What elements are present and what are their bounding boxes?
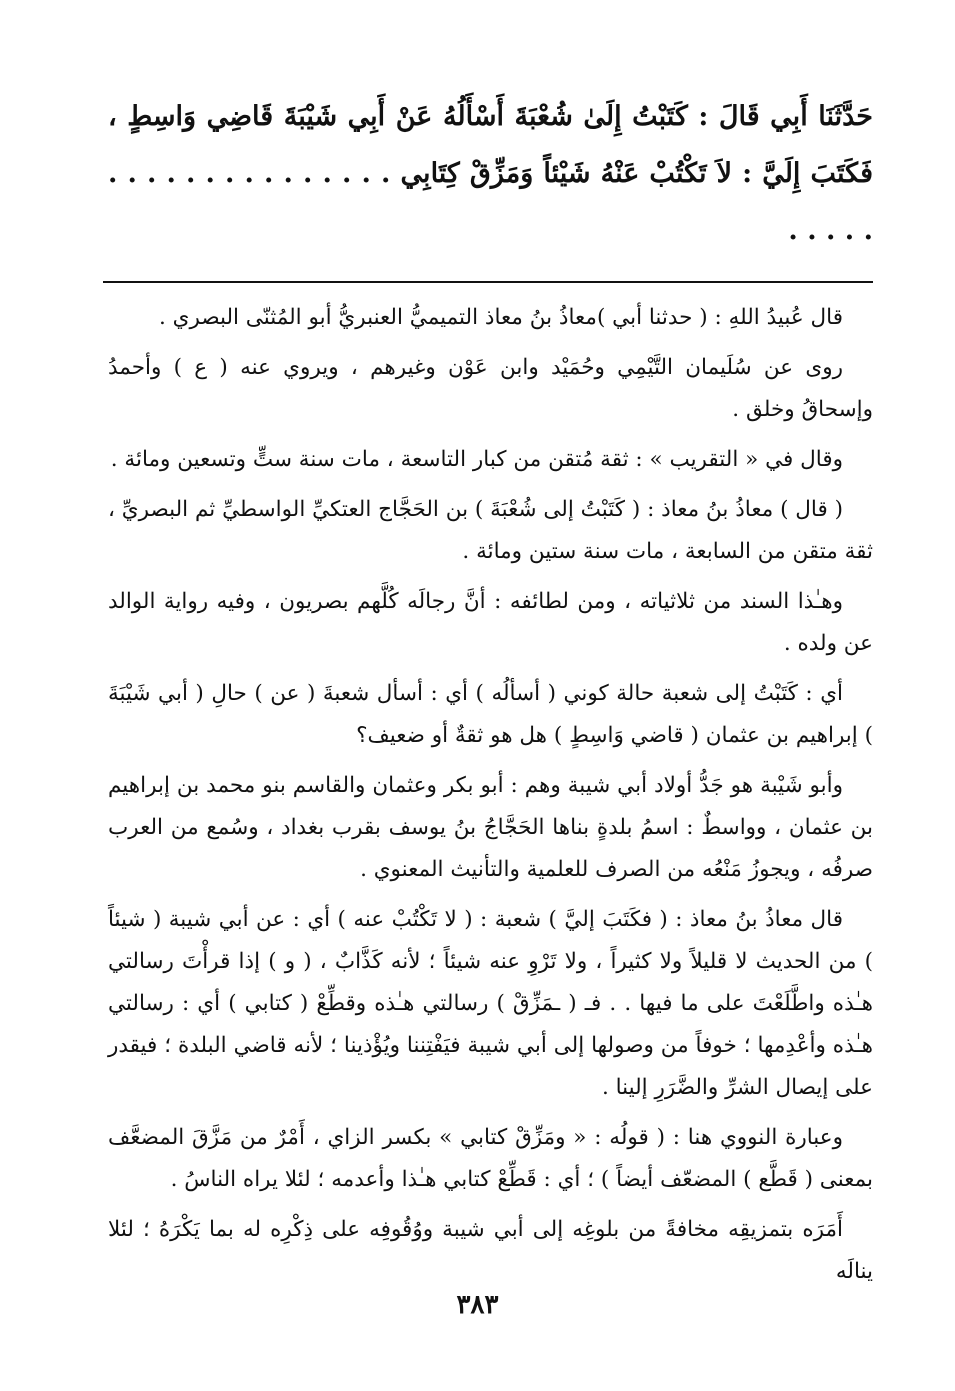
hadith-text: حَدَّثَنَا أَبِي قَالَ : كَتَبْتُ إِلَىٰ شُعْبَةَ أَسْأَلُهُ عَنْ أَبِي شَيْبَةَ قَاضِي وَاسِطٍ ، فَكَتَبَ إِلَيَّ : لاَ تَكْتُبْ عَنْهُ شَيْئاً وَمَزِّقْ كِتَابِي . . . . . . . . . . . . . . . . . . . .	[108, 101, 873, 246]
commentary-paragraph: ( قال ) معاذُ بنُ معاذ : ( كَتَبْتُ إلى شُعْبَةَ ) بن الحَجَّاج العتكيِّ الواسطيِّ ثم البصريِّ ، ثقة متقن من السابعة ، مات سنة ستين ومائة .	[108, 497, 873, 564]
commentary-paragraph: أي : كَتَبْتُ إلى شعبة حالة كوني ( أسألُه ) أي : أسأل شعبةَ ( عن ) حالِ ( أبي شَيْبَةَ ) إبراهيم بن عثمان ( قاضي وَاسِطٍ ) هل هو ثقةٌ أو ضعيف؟	[108, 681, 873, 748]
commentary-paragraph: أَمَرَه بتمزيقِه مخافةً من بلوغِه إلى أبي شيبة ووُقُوفِه على ذِكْرِه له بما يَكْرَهُ ؛ لئلا ينالَه	[108, 1217, 873, 1284]
commentary-paragraph: وأبو شَيْبة هو جَدُّ أولاد أبي شيبة وهم : أبو بكر وعثمان والقاسم بنو محمد بن إبراهيم بن عثمان ، وواسطٌ : اسمُ بلدةٍ بناها الحَجَّاجُ بنُ يوسف بقرب بغداد ، وسُمع من العرب صرفُه ، ويجوزُ مَنْعُه من الصرف للعلمية والتأنيث المعنوي .	[108, 773, 873, 882]
commentary-paragraph: وعبارة النووي هنا : ( قولُه : « ومَزِّقْ كتابي » بكسر الزاي ، أَمْرٌ من مَزَّقَ المضعَّف بمعنى ( قَطَّع ) المضعّف أيضاً ) ؛ أي : قَطِّعْ كتابي هـٰذا وأعدمه ؛ لئلا يراه الناسُ .	[108, 1125, 873, 1192]
separator-rule	[103, 281, 873, 283]
commentary-paragraph: روى عن سُلَيمان التَّيْمِي وحُمَيْد وابن عَوْن وغيرهم ، ويروي عنه ( ع ) وأحمدُ وإسحاقُ وخلق .	[108, 355, 873, 422]
commentary-paragraph: قال معاذُ بنُ معاذ : ( فكَتَبَ إليَّ ) شعبة : ( لا تَكْتُبْ عنه ) أي : عن أبي شيبة ( شيئاً ) من الحديث لا قليلاً ولا كثيراً ، ولا تَرْوِ عنه شيئاً ؛ لأنه كَذَّابٌ ، ( و ) إذا قرأْتَ رسالتي هـٰذه واطَّلَعْتَ على ما فيها . . فـ ( ـمَزِّقْ ) رسالتي هـٰذه وقطِّعْ ( كتابي ) أي : رسالتي هـٰذه وأعْدِمها ؛ خوفاً من وصولها إلى أبي شيبة فيَفْتِننا ويُؤْذينا ؛ لأنه قاضي البلدة ؛ فيقدر على إيصال الشرِّ والضَّرَرِ إلينا .	[108, 907, 873, 1100]
commentary-paragraph: قال عُبيدُ اللهِ : ( حدثنا أبي )معاذُ بنُ معاذ التميميُّ العنبريُّ أبو المُثنّى البصري .	[158, 305, 843, 330]
commentary	[108, 297, 873, 1293]
commentary-paragraph: وقال في « التقريب » : ثقة مُتقن من كبار التاسعة ، مات سنة ستٍّ وتسعين ومائة .	[110, 447, 843, 472]
commentary-paragraph: وهـٰذا السند من ثلاثياته ، ومن لطائفه : أنَّ رجالَه كُلَّهم بصريون ، وفيه رواية الوالد عن ولده .	[108, 589, 873, 656]
page-number: ٣٨٣	[456, 1290, 499, 1320]
